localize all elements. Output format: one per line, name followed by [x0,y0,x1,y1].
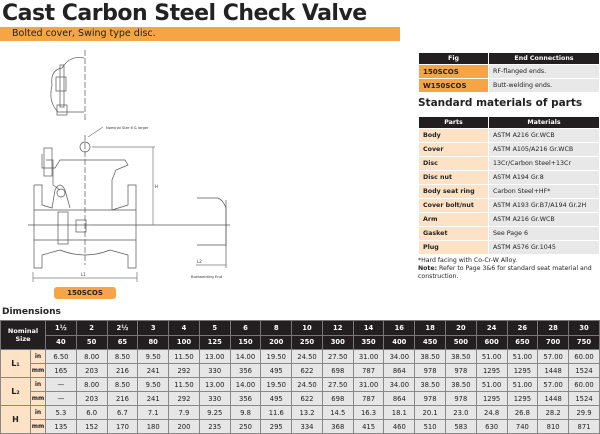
table-row [419,129,600,143]
part-name: Plug [419,241,489,255]
materials-table [418,116,600,255]
size-mm: 200 [261,335,292,350]
dimension-value: 871 [569,420,600,434]
dimension-label: H [1,406,31,434]
table-row [1,364,600,378]
table-row [419,157,600,171]
dimension-value: 495 [261,392,292,406]
table-row [1,392,600,406]
dimension-value: 7.9 [169,406,200,420]
dimension-value: 11.50 [169,378,200,392]
dimension-value: 1448 [538,364,569,378]
dimension-label: L₁ [1,350,31,378]
dimension-value: 8.50 [107,378,138,392]
dimension-value: 6.50 [46,350,77,364]
dimension-value: 1295 [507,392,538,406]
nominal-size-header: Nominal Size [1,321,46,350]
dimension-value: — [46,378,77,392]
dimension-value: 11.50 [169,350,200,364]
dimension-value: 216 [107,364,138,378]
size-inch: 16 [384,321,415,336]
dimension-value: 165 [46,364,77,378]
fig-code: 150SCOS [419,65,489,79]
dimension-value: 9.25 [199,406,230,420]
dimension-value: 334 [292,420,323,434]
dimension-value: 180 [138,420,169,434]
table-row [419,79,600,93]
dimension-value: 292 [169,364,200,378]
table-row [419,185,600,199]
dimension-value: 356 [230,392,261,406]
buttwelding-end-view [196,198,226,268]
size-inch: 28 [538,321,569,336]
unit-label: in [31,350,46,364]
dimension-value: 698 [322,364,353,378]
dimension-value: 5.3 [46,406,77,420]
dimension-value: 630 [476,420,507,434]
size-inch: 1½ [46,321,77,336]
note-label: Note: [418,265,438,272]
unit-label: in [31,378,46,392]
dimension-value: 19.50 [261,350,292,364]
end-connection: RF-flanged ends. [489,65,600,79]
dimensions-table [0,320,600,434]
dimension-value: 34.00 [384,350,415,364]
dimension-value: 583 [445,420,476,434]
part-material: ASTM A576 Gr.1045 [489,241,600,255]
table-row [419,227,600,241]
dimension-value: 135 [46,420,77,434]
fig-code: W150SCOS [419,79,489,93]
part-material: 13Cr/Carbon Steel+13Cr [489,157,600,171]
part-material: Carbon Steel+HF* [489,185,600,199]
fig-table [418,52,600,93]
dimension-value: 14.5 [322,406,353,420]
part-name: Arm [419,213,489,227]
dimension-value: 60.00 [569,378,600,392]
dimension-value: 170 [107,420,138,434]
dimension-value: 241 [138,364,169,378]
size-mm: 65 [107,335,138,350]
dimension-value: 152 [76,420,107,434]
dimension-value: 60.00 [569,350,600,364]
dimension-value: 23.0 [445,406,476,420]
size-mm: 80 [138,335,169,350]
dimension-value: 510 [415,420,446,434]
dimension-value: — [46,392,77,406]
dimension-value: 415 [353,420,384,434]
table-row [419,143,600,157]
size-mm: 450 [415,335,446,350]
size-inch: 18 [415,321,446,336]
table-row [419,199,600,213]
dimension-value: 740 [507,420,538,434]
dimension-value: 1524 [569,364,600,378]
dimension-value: 203 [76,364,107,378]
unit-label: mm [31,392,46,406]
size-mm: 125 [199,335,230,350]
size-mm: 100 [169,335,200,350]
l1-dimension-label: L1 [81,272,86,277]
part-name: Gasket [419,227,489,241]
dimension-value: 235 [199,420,230,434]
dimension-value: 51.00 [476,350,507,364]
dimension-value: 38.50 [445,378,476,392]
size-inch: 20 [445,321,476,336]
dimension-value: 698 [322,392,353,406]
dimension-value: 27.50 [322,378,353,392]
size-inch: 30 [569,321,600,336]
dimension-value: 11.6 [261,406,292,420]
dimension-value: 38.50 [415,378,446,392]
dimension-value: 51.00 [476,378,507,392]
footnote: *Hard facing with Co-Cr-W Alloy. [418,257,518,264]
dimension-value: 8.00 [76,350,107,364]
dimension-value: 622 [292,364,323,378]
size-mm: 150 [230,335,261,350]
size-inch: 12 [322,321,353,336]
dimension-value: 24.50 [292,350,323,364]
size-inch: 3 [138,321,169,336]
size-mm: 40 [46,335,77,350]
part-name: Body seat ring [419,185,489,199]
dimension-value: 810 [538,420,569,434]
dimension-value: 13.00 [199,350,230,364]
part-name: Cover [419,143,489,157]
dimension-value: 51.00 [507,378,538,392]
size-mm: 250 [292,335,323,350]
dimension-value: 241 [138,392,169,406]
dimension-value: 38.50 [415,350,446,364]
dimension-value: 38.50 [445,350,476,364]
table-row [1,420,600,434]
dimension-value: 29.9 [569,406,600,420]
dimension-value: 495 [261,364,292,378]
dimension-value: 9.50 [138,378,169,392]
size-mm: 300 [322,335,353,350]
dimension-value: 978 [445,392,476,406]
table-row [419,241,600,255]
part-material: ASTM A193 Gr.B7/A194 Gr.2H [489,199,600,213]
dimension-value: 7.1 [138,406,169,420]
dimension-value: 1524 [569,392,600,406]
part-name: Cover bolt/nut [419,199,489,213]
dimension-value: 250 [230,420,261,434]
nominal-size-note: Nominal Size 6 & larger [106,126,149,130]
part-material: See Page 6 [489,227,600,241]
dimension-value: 24.8 [476,406,507,420]
table-row [1,350,600,364]
dimension-value: 6.7 [107,406,138,420]
fig-header: Fig [419,53,489,65]
dimension-value: 28.2 [538,406,569,420]
parts-header: Parts [419,117,489,129]
dimension-value: 9.8 [230,406,261,420]
dimension-label: L₂ [1,378,31,406]
dimension-value: 57.00 [538,378,569,392]
dimension-value: 356 [230,364,261,378]
end-connection: Butt-welding ends. [489,79,600,93]
table-row [419,65,600,79]
dimension-value: 51.00 [507,350,538,364]
dimension-value: 978 [415,364,446,378]
dimension-value: 8.00 [76,378,107,392]
end-connections-header: End Connections [489,53,600,65]
size-mm: 350 [353,335,384,350]
dimension-value: 1295 [476,364,507,378]
dimension-value: 200 [169,420,200,434]
dimension-value: 24.50 [292,378,323,392]
dimension-value: 330 [199,392,230,406]
subtitle-bar [0,27,400,41]
dimension-value: 16.3 [353,406,384,420]
unit-label: in [31,406,46,420]
size-inch: 14 [353,321,384,336]
dimension-value: 864 [384,364,415,378]
dimension-value: 13.00 [199,378,230,392]
dimension-value: 27.50 [322,350,353,364]
part-material: ASTM A194 Gr.8 [489,171,600,185]
dimension-value: 787 [353,364,384,378]
part-name: Disc [419,157,489,171]
size-inch: 10 [292,321,323,336]
subtitle: Bolted cover, Swing type disc. [12,28,156,39]
dimension-value: 460 [384,420,415,434]
size-inch: 4 [169,321,200,336]
dimension-value: 18.1 [384,406,415,420]
dimension-value: 787 [353,392,384,406]
dimensions-title: Dimensions [2,307,61,317]
dimension-value: 1295 [507,364,538,378]
dimension-value: 216 [107,392,138,406]
dimension-value: 330 [199,364,230,378]
dimension-value: 20.1 [415,406,446,420]
dimension-value: 8.50 [107,350,138,364]
size-inch: 26 [507,321,538,336]
dimension-value: 292 [169,392,200,406]
dimension-value: 1295 [476,392,507,406]
part-material: ASTM A216 Gr.WCB [489,213,600,227]
dimension-value: 57.00 [538,350,569,364]
notes [418,257,600,281]
h-dimension-label: H [155,184,159,189]
dimension-value: 978 [415,392,446,406]
size-inch: 2½ [107,321,138,336]
size-mm: 400 [384,335,415,350]
dimension-value: 6.0 [76,406,107,420]
dimension-value: 368 [322,420,353,434]
size-inch: 2 [76,321,107,336]
dimension-value: 622 [292,392,323,406]
table-row [419,171,600,185]
part-name: Body [419,129,489,143]
size-mm: 50 [76,335,107,350]
part-material: ASTM A105/A216 Gr.WCB [489,143,600,157]
size-mm: 500 [445,335,476,350]
materials-title: Standard materials of parts [418,97,583,109]
dimension-value: 31.00 [353,350,384,364]
size-mm: 650 [507,335,538,350]
dimension-value: 203 [76,392,107,406]
unit-label: mm [31,420,46,434]
dimension-value: 1448 [538,392,569,406]
figure-label: 150SCOS [54,287,116,299]
dimension-value: 19.50 [261,378,292,392]
dimension-value: 864 [384,392,415,406]
note-text: Refer to Page 3&6 for standard seat material and construction. [418,265,592,280]
size-mm: 700 [538,335,569,350]
valve-drawing [0,50,300,290]
size-inch: 5 [199,321,230,336]
table-row [1,406,600,420]
size-inch: 8 [261,321,292,336]
dimension-value: 14.00 [230,350,261,364]
part-name: Disc nut [419,171,489,185]
size-inch: 24 [476,321,507,336]
dimension-value: 34.00 [384,378,415,392]
l2-dimension-label: L2 [197,259,202,264]
dimension-value: 9.50 [138,350,169,364]
table-row [419,213,600,227]
dimension-value: 14.00 [230,378,261,392]
dimension-value: 295 [261,420,292,434]
cover-detail-view [51,50,85,120]
dimension-value: 13.2 [292,406,323,420]
dimension-value: 26.8 [507,406,538,420]
dimension-value: 978 [445,364,476,378]
buttwelding-end-label: Buttwelding End [191,274,223,279]
size-mm: 600 [476,335,507,350]
table-row [1,378,600,392]
page-title: Cast Carbon Steel Check Valve [2,1,367,26]
dimension-value: 31.00 [353,378,384,392]
part-material: ASTM A216 Gr.WCB [489,129,600,143]
size-mm: 750 [569,335,600,350]
size-inch: 6 [230,321,261,336]
unit-label: mm [31,364,46,378]
materials-header: Materials [489,117,600,129]
